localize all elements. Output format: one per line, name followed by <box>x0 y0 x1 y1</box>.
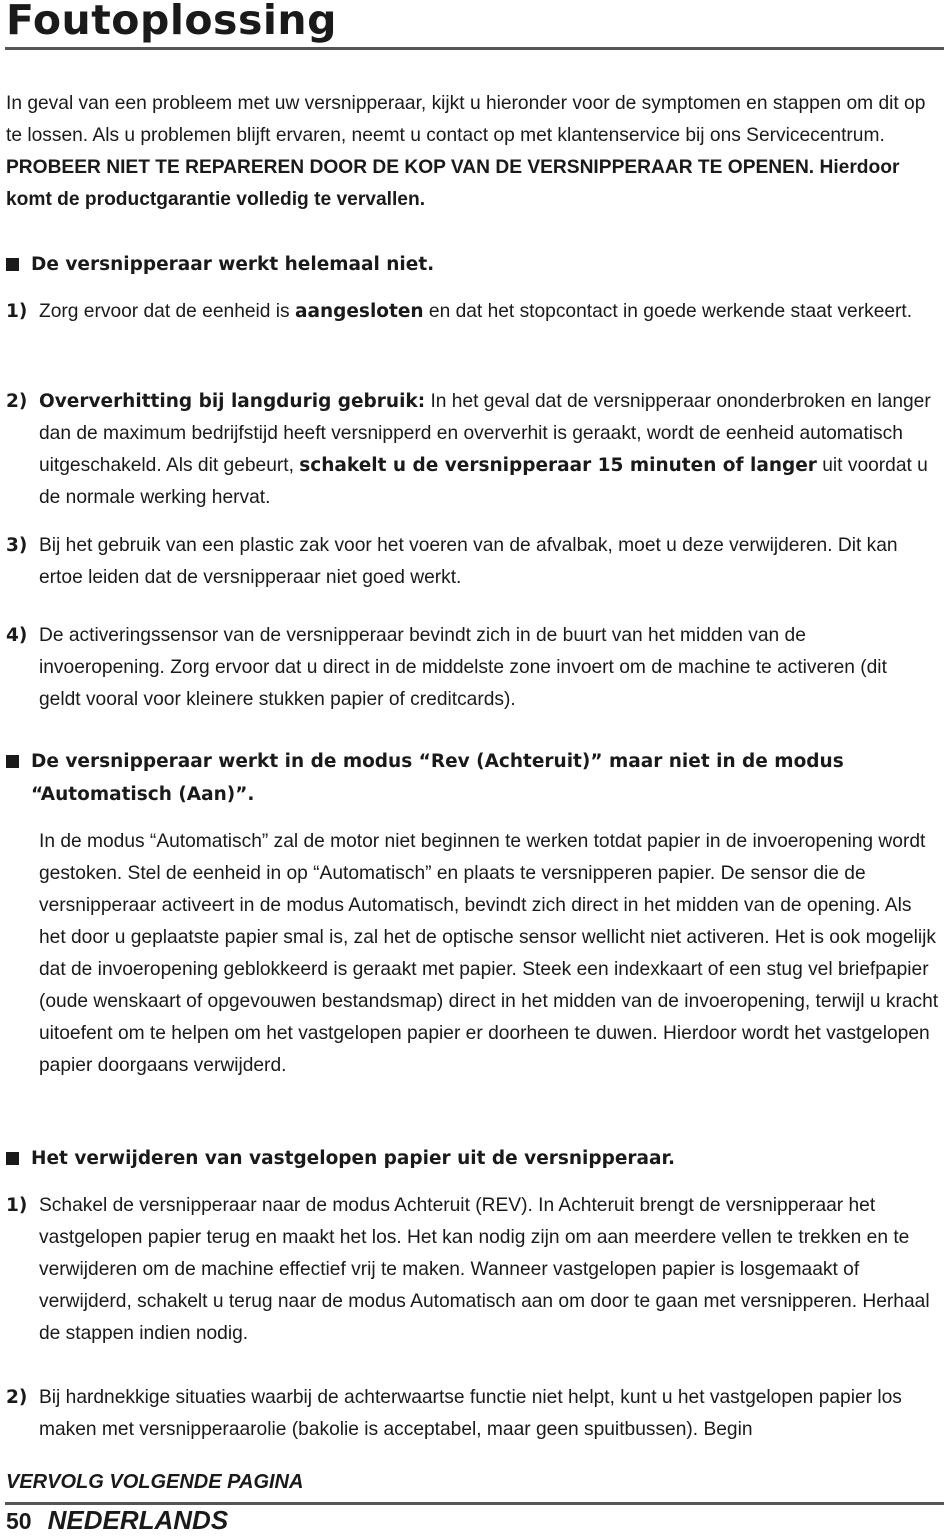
section-heading-text: De versnipperaar werkt in de modus “Rev (Achteruit)” maar niet in de modus “Automatisch (Aan)”. <box>31 751 844 805</box>
item-text: Bij het gebruik van een plastic zak voor het voeren van de afvalbak, moet u deze verwijderen. Dit kan ertoe leiden dat de versnipperaar niet goed werkt. <box>39 535 898 588</box>
section-heading-text: Het verwijderen van vastgelopen papier uit de versnipperaar. <box>31 1148 676 1169</box>
square-bullet-icon <box>6 1152 19 1165</box>
intro-warning: PROBEER NIET TE REPAREREN DOOR DE KOP VAN DE VERSNIPPERAAR TE OPENEN. Hierdoor komt de productgarantie volledig te vervallen. <box>6 157 900 210</box>
square-bullet-icon <box>6 258 19 271</box>
section-heading-not-working <box>6 248 942 281</box>
item-number: 2) <box>6 1387 28 1408</box>
item-text: De activeringssensor van de versnipperaar bevindt zich in de buurt van het midden van de invoeropening. Zorg ervoor dat u direct in de middelste zone invoert om de machine te activeren (dit geldt vooral voor kleinere stukken papier of creditcards). <box>39 625 887 710</box>
intro-paragraph <box>6 88 941 216</box>
title-divider <box>5 47 944 50</box>
item-number: 2) <box>6 391 28 412</box>
section-heading-paper-jam <box>6 1142 942 1175</box>
square-bullet-icon <box>6 755 19 768</box>
item-number: 1) <box>6 301 28 322</box>
item-text: Zorg ervoor dat de eenheid is aangesloten en dat het stopcontact in goede werkende staat verkeert. <box>39 301 913 322</box>
item-number: 3) <box>6 535 28 556</box>
section-heading-text: De versnipperaar werkt helemaal niet. <box>31 254 435 275</box>
footer-language: NEDERLANDS <box>47 1505 229 1535</box>
item-number: 4) <box>6 625 28 646</box>
intro-text: In geval van een probleem met uw versnipperaar, kijkt u hieronder voor de symptomen en stappen om dit op te lossen. Als u problemen blijft ervaren, neemt u contact op met klantenservice bij ons Servicecentrum. <box>6 93 926 146</box>
page-title: Foutoplossing <box>6 0 337 44</box>
item-text: Schakel de versnipperaar naar de modus Achteruit (REV). In Achteruit brengt de versnipperaar het vastgelopen papier terug en maakt het los. Het kan nodig zijn om aan meerdere vellen te trekken en te verwijderen om de machine effectief vrij te maken. Wanneer vastgelopen papier is losgemaakt of verwijderd, schakelt u terug naar de modus Automatisch aan om door te gaan met versnipperen. Herhaal de stappen indien nodig. <box>39 1195 930 1344</box>
item-text: Bij hardnekkige situaties waarbij de achterwaartse functie niet helpt, kunt u het vastgelopen papier los maken met versnipperaarolie (bakolie is acceptabel, maar geen spuitbussen). Begin <box>39 1387 902 1440</box>
page-number: 50 <box>6 1508 32 1534</box>
auto-mode-paragraph: In de modus “Automatisch” zal de motor niet beginnen te werken totdat papier in de invoeropening wordt gestoken. Stel de eenheid in op “Automatisch” en plaats te versnipperen papier. De sensor die de versnipperaar activeert in de modus Automatisch, bevindt zich direct in het midden van de opening. Als het door u geplaatste papier smal is, zal het de optische sensor wellicht niet activeren. Het is ook mogelijk dat de invoeropening geblokkeerd is geraakt met papier. Steek een indexkaart of een stug vel briefpapier (oude wenskaart of opgevouwen bestandsmap) direct in het midden van de invoeropening, terwijl u kracht uitoefent om te helpen om het vastgelopen papier er doorheen te duwen. Hierdoor wordt het vastgelopen papier doorgaans verwijderd. <box>39 831 939 1076</box>
item-text: Oververhitting bij langdurig gebruik: In het geval dat de versnipperaar ononderbroken en langer dan de maximum bedrijfstijd heeft versnipperd en oververhit is geraakt, wordt de eenheid automatisch uitgeschakeld. Als dit gebeurt, schakelt u de versnipperaar 15 minuten of langer uit voordat u de normale werking hervat. <box>39 391 931 508</box>
continued-note: VERVOLG VOLGENDE PAGINA <box>6 1471 304 1493</box>
page-footer <box>6 1504 228 1537</box>
section-heading-auto-mode <box>6 745 942 811</box>
item-number: 1) <box>6 1195 28 1216</box>
